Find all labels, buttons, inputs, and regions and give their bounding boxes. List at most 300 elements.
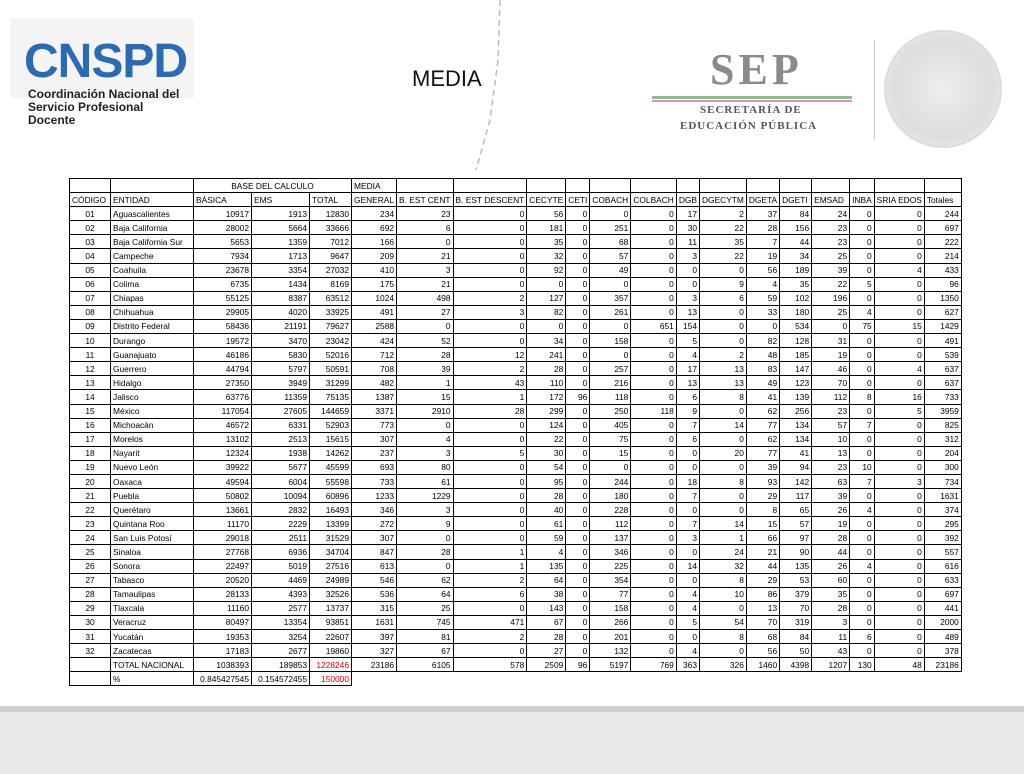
value-cell: 23 (812, 235, 850, 249)
table-row (70, 559, 962, 573)
value-cell: 55125 (194, 291, 252, 305)
value-cell: 5664 (252, 221, 310, 235)
value-cell: 15 (590, 446, 631, 460)
value-cell: 346 (352, 503, 397, 517)
value-cell: 21191 (252, 319, 310, 333)
value-cell: 118 (590, 390, 631, 404)
value-cell: 773 (352, 418, 397, 432)
value-cell: 9 (676, 404, 699, 418)
table-row (70, 644, 962, 658)
value-cell: 0 (527, 319, 566, 333)
value-cell: 0 (700, 319, 747, 333)
state-name-cell: Sinaloa (111, 545, 194, 559)
value-cell: 0 (566, 545, 590, 559)
value-cell: 2588 (352, 319, 397, 333)
column-header: DGETI (780, 193, 812, 207)
value-cell: 11359 (252, 390, 310, 404)
value-cell: 433 (924, 263, 961, 277)
value-cell: 0 (631, 348, 677, 362)
value-cell: 0 (850, 263, 875, 277)
value-cell: 0 (676, 545, 699, 559)
state-code-cell: 10 (70, 334, 111, 348)
table-row (70, 460, 962, 474)
value-cell: 112 (590, 517, 631, 531)
value-cell: 28 (812, 531, 850, 545)
value-cell: 33925 (310, 305, 352, 319)
empty-cell (527, 179, 566, 193)
value-cell: 0 (874, 503, 924, 517)
state-name-cell: Tamaulipas (111, 587, 194, 601)
value-cell: 0 (850, 207, 875, 221)
empty-cell (397, 179, 454, 193)
value-cell: 244 (590, 474, 631, 488)
value-cell: 0 (631, 362, 677, 376)
value-cell: 708 (352, 362, 397, 376)
value-cell: 13102 (194, 432, 252, 446)
value-cell: 5 (676, 334, 699, 348)
value-cell: 50802 (194, 489, 252, 503)
value-cell: 62 (397, 573, 454, 587)
table-row (70, 291, 962, 305)
value-cell: 46572 (194, 418, 252, 432)
value-cell: 222 (924, 235, 961, 249)
value-cell: 7 (676, 517, 699, 531)
value-cell: 2910 (397, 404, 454, 418)
state-name-cell: Morelos (111, 432, 194, 446)
value-cell: 1 (453, 545, 527, 559)
total-value-cell: 48 (874, 658, 924, 672)
value-cell: 0 (874, 334, 924, 348)
percent-value-cell (566, 672, 590, 686)
state-name-cell: Sonora (111, 559, 194, 573)
value-cell: 13 (746, 601, 779, 615)
column-header: COLBACH (631, 193, 677, 207)
value-cell: 0 (566, 319, 590, 333)
value-cell: 27 (397, 305, 454, 319)
value-cell: 0 (590, 277, 631, 291)
value-cell: 0 (631, 573, 677, 587)
value-cell: 19 (746, 249, 779, 263)
state-name-cell: Oaxaca (111, 474, 194, 488)
state-name-cell: Baja California (111, 221, 194, 235)
total-value-cell: 4398 (780, 658, 812, 672)
value-cell: 244 (924, 207, 961, 221)
value-cell: 0 (874, 418, 924, 432)
value-cell: 295 (924, 517, 961, 531)
value-cell: 4 (874, 362, 924, 376)
value-cell: 0 (566, 404, 590, 418)
value-cell: 1229 (397, 489, 454, 503)
value-cell: 49 (590, 263, 631, 277)
value-cell: 82 (746, 334, 779, 348)
value-cell: 1631 (924, 489, 961, 503)
value-cell: 0 (566, 432, 590, 446)
value-cell: 13661 (194, 503, 252, 517)
value-cell: 0 (874, 291, 924, 305)
value-cell: 28 (527, 630, 566, 644)
value-cell: 16 (874, 390, 924, 404)
state-name-cell: Quintana Roo (111, 517, 194, 531)
value-cell: 0 (850, 221, 875, 235)
value-cell: 0 (453, 319, 527, 333)
value-cell: 63512 (310, 291, 352, 305)
value-cell: 17183 (194, 644, 252, 658)
value-cell: 0 (874, 531, 924, 545)
table-row (70, 503, 962, 517)
value-cell: 5653 (194, 235, 252, 249)
value-cell: 697 (924, 221, 961, 235)
empty-cell (874, 179, 924, 193)
value-cell: 0 (874, 630, 924, 644)
value-cell: 0 (700, 460, 747, 474)
value-cell: 4 (676, 601, 699, 615)
empty-cell (812, 179, 850, 193)
value-cell: 3 (676, 249, 699, 263)
value-cell: 4469 (252, 573, 310, 587)
value-cell: 19572 (194, 334, 252, 348)
value-cell: 0 (453, 418, 527, 432)
state-code-cell: 25 (70, 545, 111, 559)
value-cell: 63 (812, 474, 850, 488)
state-name-cell: Aguascalientes (111, 207, 194, 221)
value-cell: 214 (924, 249, 961, 263)
percent-value-cell: 0.154572455 (252, 672, 310, 686)
value-cell: 300 (924, 460, 961, 474)
value-cell: 27768 (194, 545, 252, 559)
percent-label-cell: % (111, 672, 194, 686)
value-cell: 62 (746, 404, 779, 418)
cnspd-logo-box (10, 18, 194, 127)
value-cell: 53 (780, 573, 812, 587)
table-row (70, 615, 962, 629)
state-code-cell: 26 (70, 559, 111, 573)
value-cell: 4020 (252, 305, 310, 319)
value-cell: 251 (590, 221, 631, 235)
value-cell: 299 (527, 404, 566, 418)
value-cell: 10917 (194, 207, 252, 221)
value-cell: 2832 (252, 503, 310, 517)
value-cell: 0 (453, 601, 527, 615)
value-cell: 0 (566, 334, 590, 348)
value-cell: 28 (527, 489, 566, 503)
value-cell: 8169 (310, 277, 352, 291)
value-cell: 46186 (194, 348, 252, 362)
value-cell: 354 (590, 573, 631, 587)
total-label-cell: TOTAL NACIONAL (111, 658, 194, 672)
value-cell: 0 (874, 489, 924, 503)
value-cell: 181 (527, 221, 566, 235)
value-cell: 0 (812, 319, 850, 333)
empty-cell (566, 179, 590, 193)
column-header: DGB (676, 193, 699, 207)
state-code-cell: 11 (70, 348, 111, 362)
state-name-cell: Campeche (111, 249, 194, 263)
value-cell: 112 (812, 390, 850, 404)
sep-subtitle-line1: SECRETARÍA DE (700, 104, 802, 116)
value-cell: 45599 (310, 460, 352, 474)
state-code-cell: 22 (70, 503, 111, 517)
value-cell: 96 (566, 390, 590, 404)
value-cell: 0 (874, 615, 924, 629)
table-row (70, 418, 962, 432)
value-cell: 46 (812, 362, 850, 376)
value-cell: 39 (812, 489, 850, 503)
state-name-cell: Tlaxcala (111, 601, 194, 615)
table-row (70, 446, 962, 460)
value-cell: 8 (850, 390, 875, 404)
state-name-cell: Chihuahua (111, 305, 194, 319)
value-cell: 79627 (310, 319, 352, 333)
percent-value-cell (746, 672, 779, 686)
value-cell: 374 (924, 503, 961, 517)
value-cell: 0 (566, 376, 590, 390)
value-cell: 23 (397, 207, 454, 221)
value-cell: 5 (676, 615, 699, 629)
value-cell: 0 (631, 517, 677, 531)
value-cell: 471 (453, 615, 527, 629)
value-cell: 35 (527, 235, 566, 249)
value-cell: 24 (700, 545, 747, 559)
value-cell: 1913 (252, 207, 310, 221)
value-cell: 0 (453, 432, 527, 446)
empty-cell (676, 179, 699, 193)
value-cell: 1938 (252, 446, 310, 460)
value-cell: 23 (812, 460, 850, 474)
value-cell: 2 (700, 207, 747, 221)
value-cell: 80 (397, 460, 454, 474)
value-cell: 0 (453, 531, 527, 545)
value-cell: 0 (874, 376, 924, 390)
value-cell: 0 (453, 460, 527, 474)
value-cell: 127 (527, 291, 566, 305)
value-cell: 14 (700, 418, 747, 432)
percent-value-cell: 150000 (310, 672, 352, 686)
value-cell: 13 (700, 362, 747, 376)
value-cell: 3254 (252, 630, 310, 644)
value-cell: 0 (850, 517, 875, 531)
table-row (70, 376, 962, 390)
value-cell: 0 (631, 390, 677, 404)
value-cell: 96 (924, 277, 961, 291)
value-cell: 0 (566, 573, 590, 587)
value-cell: 0 (590, 348, 631, 362)
value-cell: 489 (924, 630, 961, 644)
value-cell: 0 (631, 207, 677, 221)
value-cell: 0 (566, 503, 590, 517)
value-cell: 7 (676, 418, 699, 432)
value-cell: 132 (590, 644, 631, 658)
state-code-cell: 29 (70, 601, 111, 615)
percent-value-cell (700, 672, 747, 686)
value-cell: 139 (780, 390, 812, 404)
state-code-cell: 18 (70, 446, 111, 460)
value-cell: 143 (527, 601, 566, 615)
value-cell: 0 (874, 601, 924, 615)
empty-cell (700, 179, 747, 193)
value-cell: 0 (850, 587, 875, 601)
sep-logo-word: SEP (710, 45, 803, 94)
value-cell: 0 (453, 263, 527, 277)
value-cell: 68 (746, 630, 779, 644)
value-cell: 28 (527, 362, 566, 376)
cnspd-subtitle-line1: Coordinación Nacional del (28, 87, 180, 101)
value-cell: 0 (874, 207, 924, 221)
state-code-cell: 28 (70, 587, 111, 601)
value-cell: 307 (352, 432, 397, 446)
state-name-cell: Chiapas (111, 291, 194, 305)
value-cell: 10 (812, 432, 850, 446)
value-cell: 10 (700, 587, 747, 601)
value-cell: 0 (453, 235, 527, 249)
value-cell: 68 (590, 235, 631, 249)
value-cell: 0 (850, 615, 875, 629)
value-cell: 6004 (252, 474, 310, 488)
value-cell: 2 (453, 291, 527, 305)
value-cell: 28 (397, 348, 454, 362)
value-cell: 29905 (194, 305, 252, 319)
value-cell: 97 (780, 531, 812, 545)
group-header-row (70, 179, 962, 193)
value-cell: 0 (453, 249, 527, 263)
value-cell: 65 (780, 503, 812, 517)
value-cell: 9 (700, 277, 747, 291)
value-cell: 745 (397, 615, 454, 629)
value-cell: 22 (812, 277, 850, 291)
value-cell: 158 (590, 601, 631, 615)
value-cell: 23 (812, 404, 850, 418)
value-cell: 0 (676, 446, 699, 460)
table-row (70, 390, 962, 404)
value-cell: 7 (850, 418, 875, 432)
value-cell: 0 (566, 221, 590, 235)
value-cell: 34704 (310, 545, 352, 559)
value-cell: 34 (527, 334, 566, 348)
value-cell: 491 (924, 334, 961, 348)
state-name-cell: Tabasco (111, 573, 194, 587)
value-cell: 734 (924, 474, 961, 488)
value-cell: 692 (352, 221, 397, 235)
value-cell: 0 (631, 277, 677, 291)
total-value-cell: 6105 (397, 658, 454, 672)
value-cell: 0 (566, 615, 590, 629)
value-cell: 241 (527, 348, 566, 362)
value-cell: 77 (746, 418, 779, 432)
value-cell: 0 (850, 376, 875, 390)
value-cell: 1 (453, 559, 527, 573)
value-cell: 80497 (194, 615, 252, 629)
value-cell: 2000 (924, 615, 961, 629)
value-cell: 11160 (194, 601, 252, 615)
value-cell: 8 (746, 503, 779, 517)
value-cell: 60896 (310, 489, 352, 503)
value-cell: 847 (352, 545, 397, 559)
value-cell: 61 (397, 474, 454, 488)
value-cell: 75135 (310, 390, 352, 404)
value-cell: 11 (676, 235, 699, 249)
value-cell: 64 (527, 573, 566, 587)
value-cell: 4 (850, 503, 875, 517)
value-cell: 49 (746, 376, 779, 390)
value-cell: 5830 (252, 348, 310, 362)
value-cell: 22 (700, 221, 747, 235)
value-cell: 54 (527, 460, 566, 474)
value-cell: 18 (676, 474, 699, 488)
column-header: DGECYTM (700, 193, 747, 207)
value-cell: 0 (566, 291, 590, 305)
value-cell: 15 (874, 319, 924, 333)
value-cell: 110 (527, 376, 566, 390)
value-cell: 0 (397, 235, 454, 249)
value-cell: 1387 (352, 390, 397, 404)
value-cell: 57 (780, 517, 812, 531)
column-header: BÁSICA (194, 193, 252, 207)
value-cell: 637 (924, 376, 961, 390)
value-cell: 137 (590, 531, 631, 545)
value-cell: 0 (850, 531, 875, 545)
total-value-cell: 1228246 (310, 658, 352, 672)
value-cell: 379 (780, 587, 812, 601)
value-cell: 41 (780, 446, 812, 460)
value-cell: 0 (850, 348, 875, 362)
value-cell: 0 (631, 432, 677, 446)
value-cell: 3 (397, 263, 454, 277)
table-row (70, 432, 962, 446)
value-cell: 7 (676, 489, 699, 503)
value-cell: 0 (397, 531, 454, 545)
state-name-cell: Querétaro (111, 503, 194, 517)
value-cell: 5019 (252, 559, 310, 573)
empty-cell (453, 179, 527, 193)
value-cell: 24 (812, 207, 850, 221)
percent-value-cell (70, 672, 111, 686)
value-cell: 0 (566, 489, 590, 503)
value-cell: 0 (874, 446, 924, 460)
state-code-cell: 23 (70, 517, 111, 531)
state-code-cell: 16 (70, 418, 111, 432)
value-cell: 327 (352, 644, 397, 658)
value-cell: 0 (566, 644, 590, 658)
media-table (69, 178, 962, 686)
value-cell: 21 (397, 249, 454, 263)
table-row (70, 587, 962, 601)
value-cell: 0 (453, 489, 527, 503)
value-cell: 28 (746, 221, 779, 235)
value-cell: 0 (590, 319, 631, 333)
value-cell: 616 (924, 559, 961, 573)
state-code-cell: 02 (70, 221, 111, 235)
value-cell: 55598 (310, 474, 352, 488)
value-cell: 134 (780, 418, 812, 432)
value-cell: 0 (566, 348, 590, 362)
column-header: INBA (850, 193, 875, 207)
value-cell: 19860 (310, 644, 352, 658)
value-cell: 0 (746, 319, 779, 333)
value-cell: 172 (527, 390, 566, 404)
value-cell: 3 (874, 474, 924, 488)
value-cell: 62 (746, 432, 779, 446)
value-cell: 185 (780, 348, 812, 362)
state-name-cell: Michoacán (111, 418, 194, 432)
value-cell: 13354 (252, 615, 310, 629)
footer-bar (0, 706, 1024, 774)
total-value-cell: 1207 (812, 658, 850, 672)
value-cell: 15615 (310, 432, 352, 446)
value-cell: 0 (566, 559, 590, 573)
value-cell: 56 (746, 263, 779, 277)
value-cell: 20520 (194, 573, 252, 587)
total-value-cell: 1460 (746, 658, 779, 672)
cnspd-logo: CNSPD (24, 35, 188, 88)
